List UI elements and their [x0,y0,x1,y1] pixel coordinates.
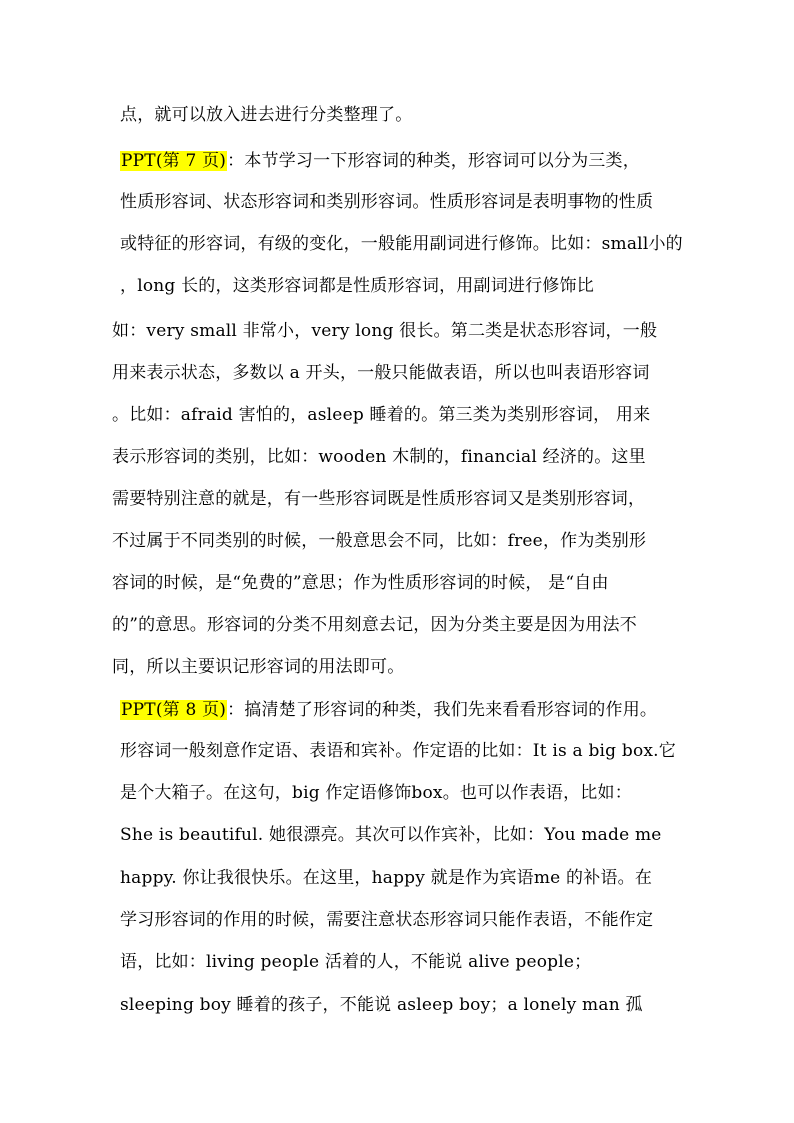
text-line: 性质形容词、状态形容词和类别形容词。性质形容词是表明事物的性质 [120,192,654,212]
text-line: 语，比如：living people 活着的人，不能说 alive people； [120,952,592,972]
text-line: 同，所以主要识记形容词的用法即可。 [112,657,405,677]
text-line: 或特征的形容词，有级的变化，一般能用副词进行修饰。比如：small小的 [120,234,683,254]
text-line [120,697,657,723]
text-line: 学习形容词的作用的时候，需要注意状态形容词只能作表语，不能作定 [120,910,654,930]
text-line: 。比如：afraid 害怕的，asleep 睡着的。第三类为类别形容词， 用来 [112,405,651,425]
text-line: happy. 你让我很快乐。在这里，happy 就是作为宾语me 的补语。在 [120,868,653,888]
ppt-page-label: PPT(第 7 页) [121,151,227,171]
text-line: 形容词一般刻意作定语、表语和宾补。作定语的比如：It is a big box.它 [120,741,676,761]
text-line: She is beautiful. 她很漂亮。其次可以作宾补，比如：You made me [120,825,662,845]
text-segment: ：本节学习一下形容词的种类，形容词可以分为三类， [227,151,640,171]
text-line [120,148,640,174]
text-segment: ：搞清楚了形容词的种类，我们先来看看形容词的作用。 [227,700,658,720]
text-line: 不过属于不同类别的时候，一般意思会不同，比如：free，作为类别形 [112,531,647,551]
text-line: 的”的意思。形容词的分类不用刻意去记，因为分类主要是因为用法不 [112,615,637,635]
text-line: ，long 长的，这类形容词都是性质形容词，用副词进行修饰比 [120,276,594,296]
text-line: 点，就可以放入进去进行分类整理了。 [120,105,413,125]
text-line: 表示形容词的类别，比如：wooden 木制的，financial 经济的。这里 [112,447,646,467]
text-line: 需要特别注意的就是，有一些形容词既是性质形容词又是类别形容词， [112,489,646,509]
text-line: 如：very small 非常小，very long 很长。第二类是状态形容词，一般 [112,321,658,341]
text-line: 用来表示状态，多数以 a 开头，一般只能做表语，所以也叫表语形容词 [112,363,650,383]
text-line: 容词的时候，是“免费的”意思；作为性质形容词的时候， 是“自由 [112,573,609,593]
text-line: sleeping boy 睡着的孩子，不能说 asleep boy；a lonely man 孤 [120,995,643,1015]
ppt-page-label: PPT(第 8 页) [121,700,227,720]
text-line: 是个大箱子。在这句，big 作定语修饰box。也可以作表语，比如： [120,783,632,803]
